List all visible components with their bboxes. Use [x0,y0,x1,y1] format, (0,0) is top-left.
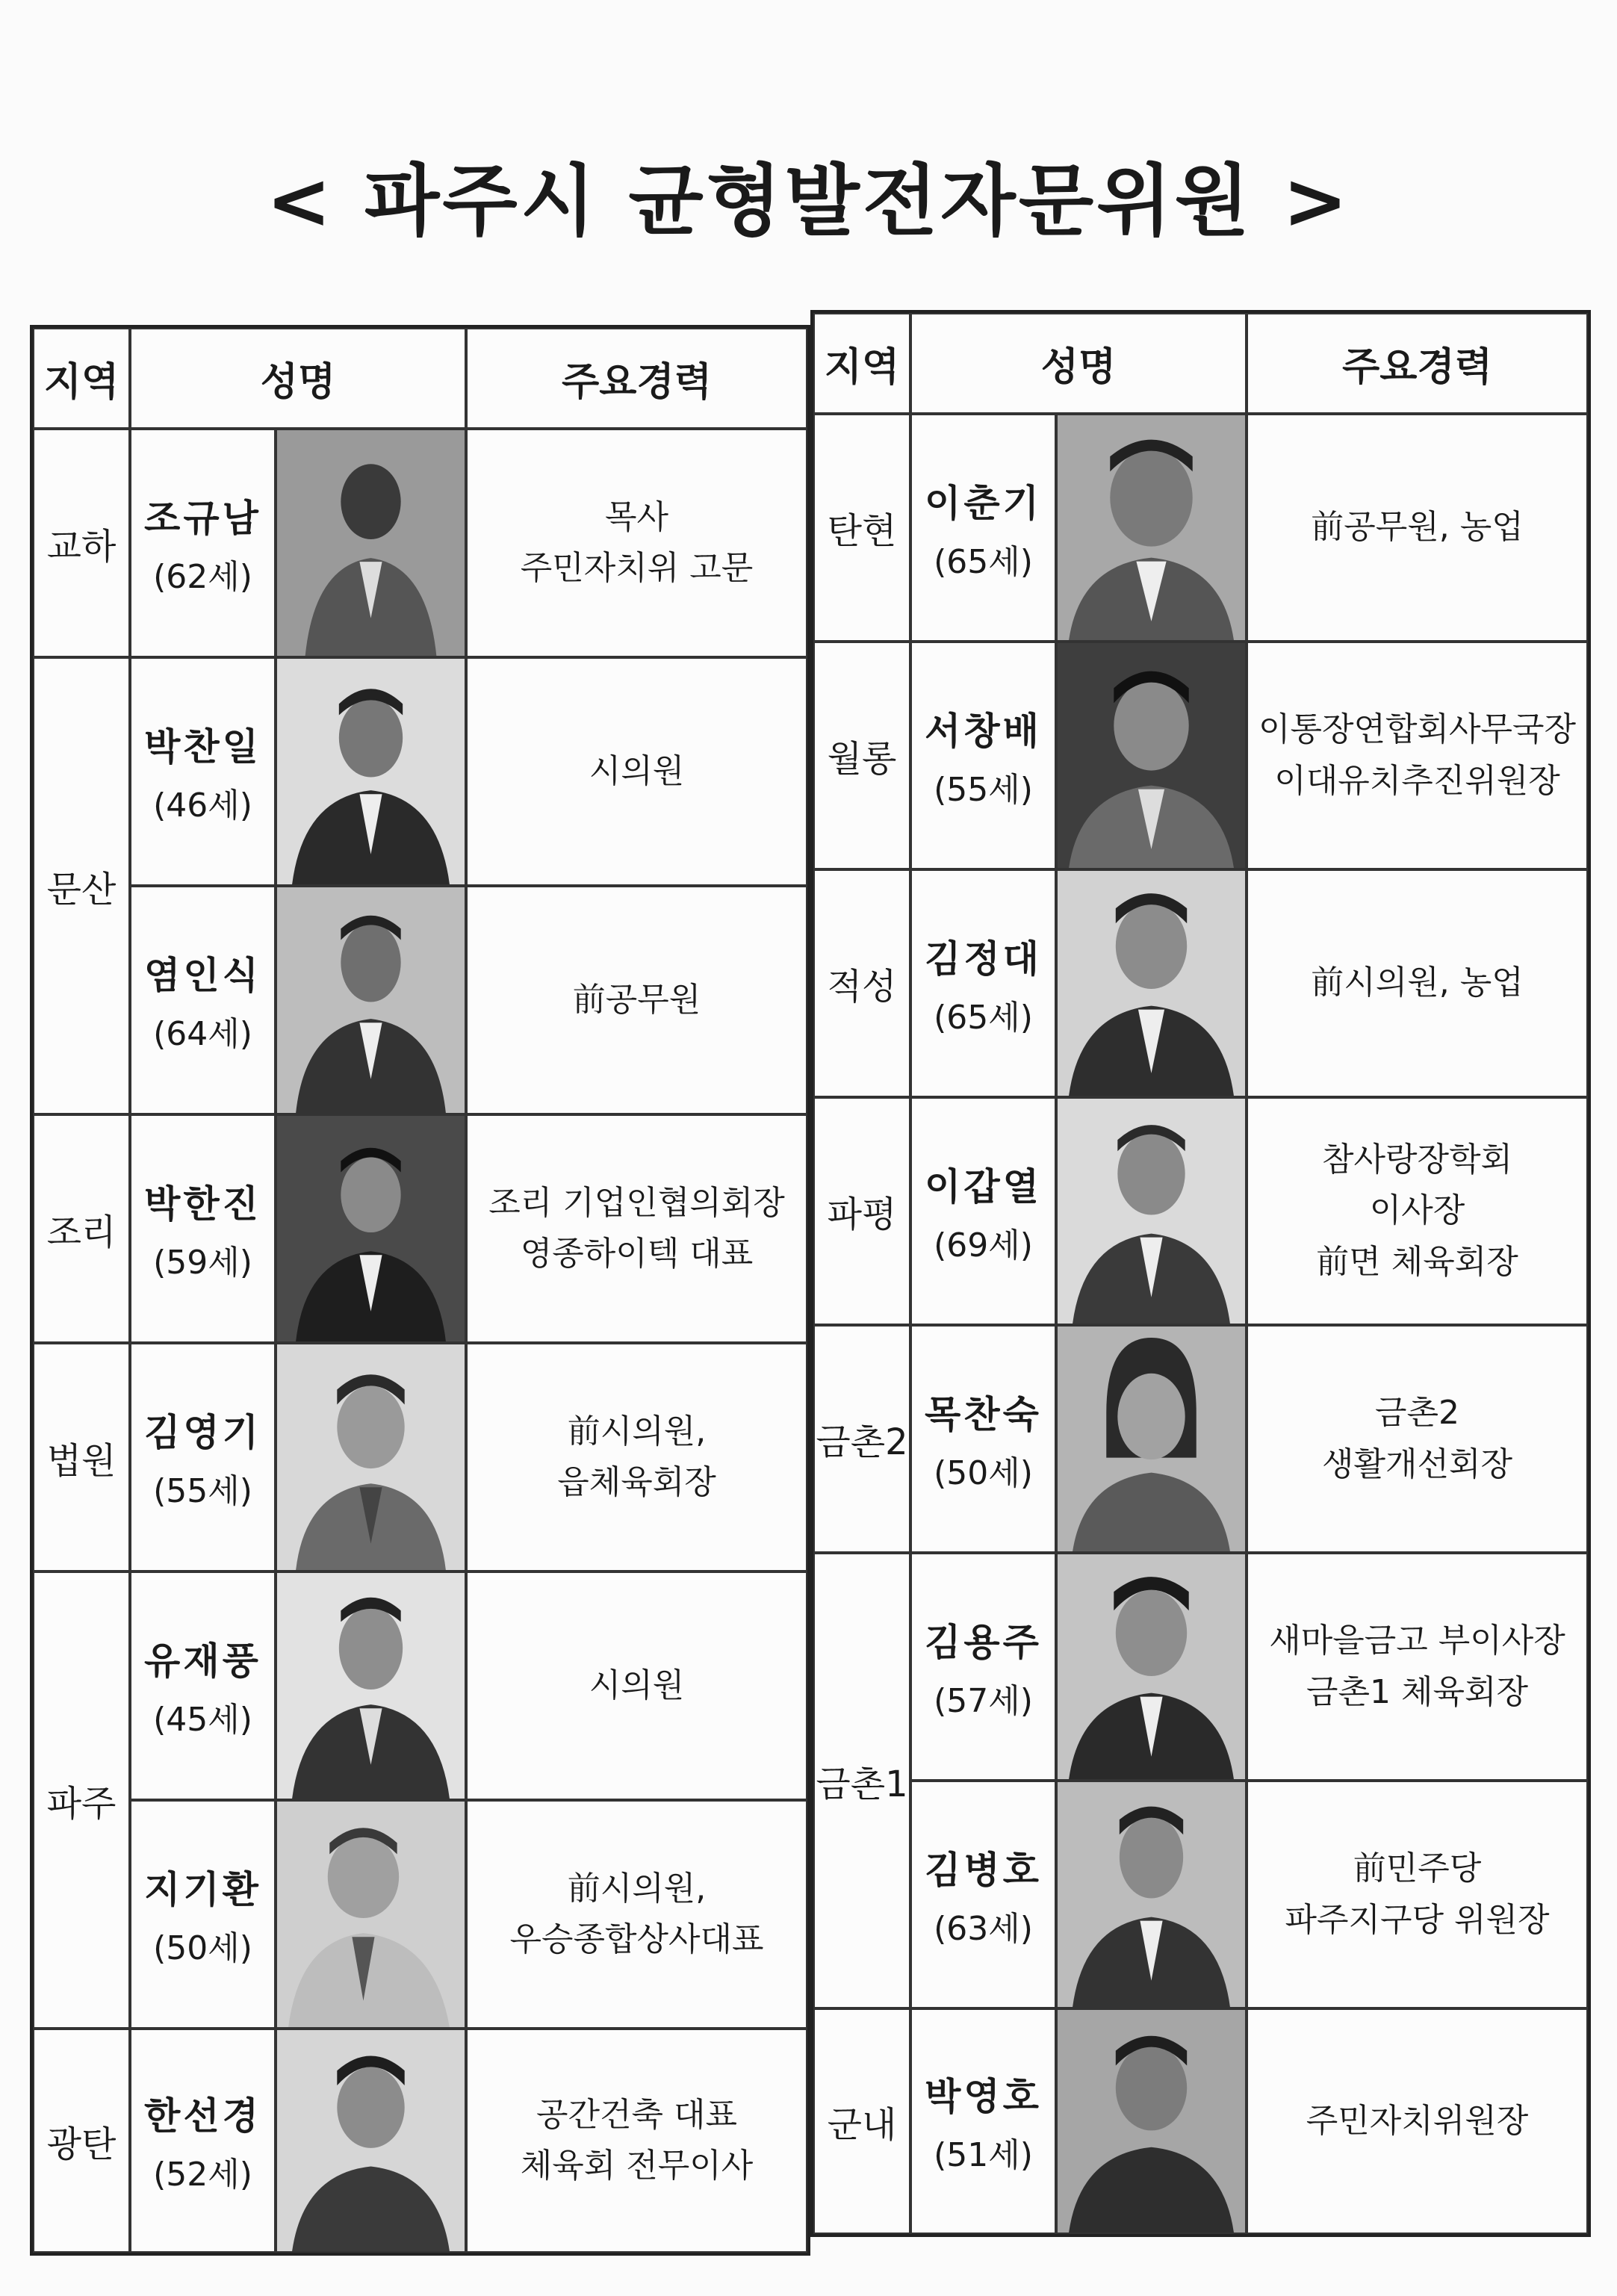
header-career: 주요경력 [466,328,807,429]
portrait-photo [276,886,466,1114]
member-career: 시의원 [466,657,807,886]
header-region: 지역 [33,328,130,429]
portrait-photo [276,1571,466,1800]
region-cell: 광탄 [33,2029,130,2253]
member-career: 새마을금고 부이사장 금촌1 체육회장 [1247,1553,1588,1781]
member-name-cell [910,1325,1056,1553]
region-cell: 교하 [33,429,130,657]
member-age: (59세) [153,1244,252,1282]
region-cell: 법원 [33,1343,130,1571]
member-career: 前민주당 파주지구당 위원장 [1247,1781,1588,2008]
member-name-cell [130,1800,276,2029]
member-name: 유재풍 [144,1639,261,1683]
member-name: 김영기 [144,1411,261,1454]
member-name: 박찬일 [144,725,261,769]
portrait-photo [276,1343,466,1571]
portrait-photo [1056,869,1247,1097]
header-career: 주요경력 [1247,313,1588,414]
member-name-cell [130,1343,276,1571]
member-age: (45세) [153,1701,252,1739]
member-career: 참사랑장학회 이사장 前면 체육회장 [1247,1097,1588,1325]
member-name-cell [130,657,276,886]
member-name: 김정대 [925,937,1042,981]
member-name: 박영호 [925,2075,1042,2118]
region-cell: 조리 [33,1114,130,1343]
member-name: 지기환 [144,1868,261,1911]
member-career: 이통장연합회사무국장 이대유치추진위원장 [1247,642,1588,869]
member-age: (62세) [153,558,252,596]
portrait-photo [276,657,466,886]
member-name-cell [910,869,1056,1097]
member-name-cell [130,886,276,1114]
member-name: 박한진 [144,1182,261,1226]
member-age: (69세) [934,1226,1033,1265]
member-age: (51세) [934,2136,1033,2174]
member-name: 김용주 [925,1620,1042,1664]
member-career: 前공무원 [466,886,807,1114]
member-age: (50세) [934,1453,1033,1492]
member-name-cell [910,1097,1056,1325]
member-age: (55세) [934,770,1033,809]
member-career: 前시의원, 농업 [1247,869,1588,1097]
member-age: (63세) [934,1909,1033,1948]
member-age: (50세) [153,1929,252,1967]
member-age: (55세) [153,1472,252,1510]
portrait-photo [276,2029,466,2253]
member-career: 조리 기업인협의회장 영종하이텍 대표 [466,1114,807,1343]
member-name-cell [130,1114,276,1343]
portrait-photo [1056,1781,1247,2008]
header-region: 지역 [813,313,910,414]
member-name: 김병호 [925,1848,1042,1892]
portrait-photo [276,1114,466,1343]
region-cell: 군내 [813,2008,910,2234]
member-age: (65세) [934,998,1033,1037]
member-name-cell [130,1571,276,1800]
member-name: 염인식 [144,954,261,997]
member-age: (52세) [153,2156,252,2194]
member-age: (64세) [153,1015,252,1053]
member-name: 서창배 [925,709,1042,753]
member-age: (57세) [934,1681,1033,1720]
member-career: 목사 주민자치위 고문 [466,429,807,657]
region-cell: 탄현 [813,414,910,642]
portrait-photo [1056,1553,1247,1781]
region-cell: 적성 [813,869,910,1097]
portrait-photo [1056,1097,1247,1325]
member-name-cell [910,1781,1056,2008]
member-age: (65세) [934,542,1033,581]
right-table [810,310,1591,2237]
member-name-cell [910,642,1056,869]
portrait-photo [1056,642,1247,869]
member-name: 한선경 [144,2094,261,2138]
left-table [30,325,810,2256]
member-name-cell [910,414,1056,642]
member-career: 공간건축 대표 체육회 전무이사 [466,2029,807,2253]
member-career: 시의원 [466,1571,807,1800]
header-name: 성명 [910,313,1247,414]
portrait-photo [276,1800,466,2029]
portrait-photo [1056,414,1247,642]
member-career: 금촌2 생활개선회장 [1247,1325,1588,1553]
member-career: 前시의원, 읍체육회장 [466,1343,807,1571]
member-name: 목찬숙 [925,1392,1042,1436]
region-cell: 월롱 [813,642,910,869]
region-cell: 금촌1 [813,1553,910,2008]
region-cell: 파주 [33,1571,130,2029]
member-name: 조규남 [144,497,261,540]
portrait-photo [1056,1325,1247,1553]
header-name: 성명 [130,328,466,429]
portrait-photo [1056,2008,1247,2234]
member-name: 이춘기 [925,481,1042,525]
member-name: 이갑열 [925,1164,1042,1208]
region-cell: 파평 [813,1097,910,1325]
region-cell: 문산 [33,657,130,1114]
member-name-cell [910,1553,1056,1781]
member-name-cell [130,429,276,657]
page-title: < 파주시 균형발전자문위원 > [266,155,1351,246]
portrait-photo [276,429,466,657]
member-age: (46세) [153,786,252,825]
member-name-cell [910,2008,1056,2234]
member-name-cell [130,2029,276,2253]
region-cell: 금촌2 [813,1325,910,1553]
member-career: 前시의원, 우승종합상사대표 [466,1800,807,2029]
member-career: 주민자치위원장 [1247,2008,1588,2234]
member-career: 前공무원, 농업 [1247,414,1588,642]
